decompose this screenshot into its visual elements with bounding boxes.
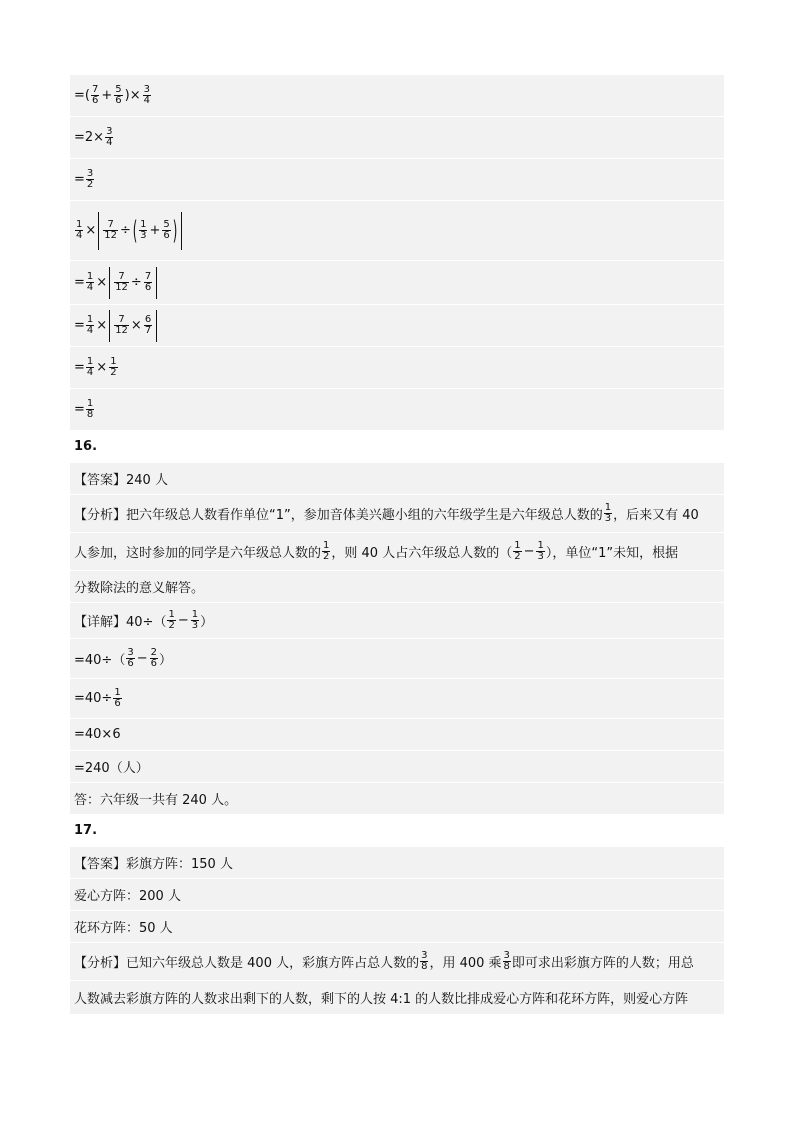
fraction: $\frac{3}{8}$ [421,949,428,972]
calc-line-3 [70,159,724,201]
conclusion-text: 答：六年级一共有 240 人。 [74,793,238,808]
detail-text: =40×6 [74,727,121,742]
fraction: $\frac{1}{3}$ [140,218,147,241]
equals-sign: =( [74,88,90,103]
fraction: $\frac{1}{6}$ [114,686,121,709]
answer-text: 花环方阵：50 人 [74,921,173,936]
open-paren: ( [132,215,138,246]
fraction: $\frac{3}{6}$ [127,646,134,669]
fraction: $\frac{7}{12}$ [115,270,128,293]
square-bracket [109,310,157,342]
analysis-text: 已知六年级总人数是 400 人，彩旗方阵占总人数的 [126,956,420,971]
analysis-text: 把六年级总人数看作单位“1”，参加音体美兴趣小组的六年级学生是六年级总人数的 [126,508,603,523]
square-bracket [109,267,157,299]
analysis-text: ，则 40 人占六年级总人数的（ [331,546,513,561]
answer-line-2 [70,879,724,911]
detail-step-2 [70,679,724,719]
divide-sign: ÷ [130,275,142,290]
solution-content [70,75,724,1015]
fraction: $\frac{7}{12}$ [104,218,118,241]
fraction: $\frac{7}{6}$ [144,270,152,293]
analysis-line-2 [70,533,724,571]
answer-text: 240 人 [126,473,168,488]
close-paren: ) [172,215,178,246]
analysis-line-3 [70,571,724,603]
times-sign: × [85,223,97,238]
minus-sign: − [177,613,189,628]
detail-label: 【详解】 [74,615,127,630]
question-number-text: 16. [74,439,98,454]
analysis-text: 人参加，这时参加的同学是六年级总人数的 [74,546,322,561]
question-number-text: 17. [74,823,98,838]
expression-text: =2× [74,130,105,145]
answer-line [70,847,724,879]
fraction: $\frac{1}{4}$ [86,313,94,336]
detail-text: =240（人） [74,761,149,776]
divide-sign: ÷ [120,223,131,238]
detail-step-3 [70,719,724,751]
analysis-label: 【分析】 [74,508,127,523]
equals-sign: = [74,275,85,290]
equals-sign: = [74,402,85,417]
times-sign: × [96,360,108,375]
fraction: $\frac{1}{8}$ [86,397,94,420]
calc-line-1 [70,75,724,117]
calc-line-6 [70,305,724,347]
close-paren: ） [200,615,214,630]
equals-sign: = [74,360,85,375]
analysis-label: 【分析】 [74,956,127,971]
answer-text: 爱心方阵：200 人 [74,889,181,904]
question-number [70,431,724,463]
fraction: $\frac{3}{4}$ [106,125,113,148]
detail-line [70,603,724,639]
analysis-text: ，用 400 乘 [429,956,502,971]
fraction: $\frac{3}{8}$ [503,949,510,972]
fraction: $\frac{1}{2}$ [110,355,117,378]
times-sign: × [96,318,108,333]
fraction: $\frac{1}{3}$ [604,501,612,524]
fraction: $\frac{1}{4}$ [86,355,94,378]
analysis-text: ，后来又有 40 [613,508,699,523]
answer-line [70,463,724,495]
answer-label: 【答案】 [74,473,127,488]
analysis-text: 即可求出彩旗方阵的人数；用总 [511,956,694,971]
minus-sign: − [523,544,535,559]
analysis-line-1 [70,943,724,981]
detail-text: 40÷（ [126,615,167,630]
detail-text: =40÷ [74,691,113,706]
answer-label: 【答案】 [74,857,127,872]
equals-sign: = [74,172,85,187]
fraction: $\frac{1}{3}$ [191,608,199,631]
fraction: $\frac{5}{6}$ [115,83,122,106]
answer-line-3 [70,911,724,943]
plus-sign: + [101,88,113,103]
question-number [70,815,724,847]
fraction: $\frac{7}{12}$ [115,313,128,336]
fraction: $\frac{1}{2}$ [323,539,330,562]
calc-line-5 [70,261,724,305]
analysis-text: ），单位“1”未知，根据 [545,546,679,561]
square-bracket [98,212,182,250]
fraction: $\frac{1}{4}$ [86,270,94,293]
analysis-line-2 [70,981,724,1015]
close-paren: ） [158,653,172,668]
answer-text: 彩旗方阵：150 人 [126,857,233,872]
fraction: $\frac{3}{4}$ [143,83,150,106]
calc-line-2 [70,117,724,159]
times-sign: × [96,275,108,290]
equals-sign: = [74,318,85,333]
fraction: $\frac{6}{7}$ [144,313,152,336]
analysis-line-1 [70,495,724,533]
detail-step-4 [70,751,724,783]
minus-sign: − [136,651,148,666]
calc-line-4 [70,201,724,261]
times-sign: × [130,318,142,333]
fraction: $\frac{1}{2}$ [514,539,521,562]
fraction: $\frac{3}{2}$ [86,167,94,190]
fraction: $\frac{2}{6}$ [150,646,157,669]
detail-text: =40÷（ [74,653,126,668]
close-paren-times: )× [124,88,141,103]
fraction: $\frac{1}{3}$ [537,539,544,562]
analysis-text: 人数减去彩旗方阵的人数求出剩下的人数，剩下的人按 4:1 的人数比排成爱心方阵和花环方阵，则爱心方阵 [74,992,689,1007]
plus-sign: + [149,223,161,238]
fraction: $\frac{1}{2}$ [168,608,175,631]
fraction: $\frac{5}{6}$ [163,218,170,241]
calc-line-7 [70,347,724,389]
analysis-text: 分数除法的意义解答。 [74,581,205,596]
detail-step-1 [70,639,724,679]
conclusion-line [70,783,724,815]
calc-line-8 [70,389,724,431]
fraction: $\frac{7}{6}$ [91,83,99,106]
fraction: $\frac{1}{4}$ [76,218,83,241]
